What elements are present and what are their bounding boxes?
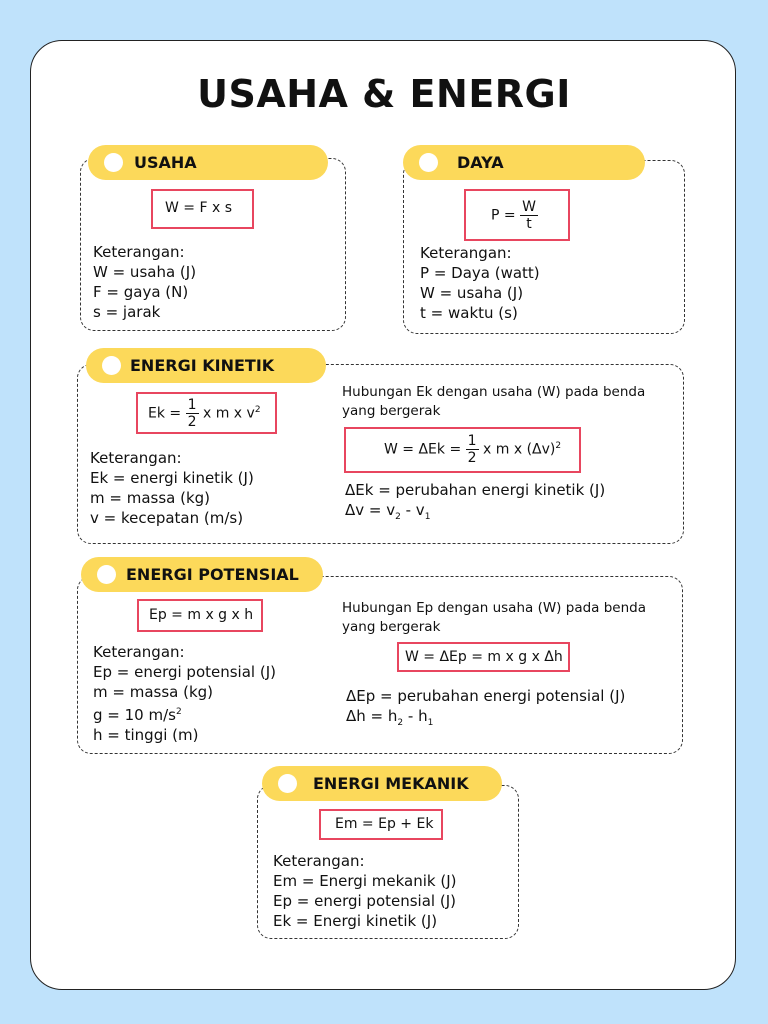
potensial-keterangan: Keterangan: Ep = energi potensial (J) m = massa (kg) g = 10 $m/s^2$ h = tinggi (m) [93, 643, 276, 744]
potensial-formula: Ep = m x g x h [137, 599, 263, 632]
bullet-icon [419, 153, 438, 172]
potensial-relation-formula: W = ΔEp = m x g x Δh [397, 642, 570, 672]
mekanik-formula: Em = Ep + Ek [319, 809, 443, 840]
kinetik-heading: ENERGI KINETIK [86, 348, 326, 383]
usaha-keterangan: Keterangan: W = usaha (J) F = gaya (N) s = jarak [93, 243, 197, 321]
bullet-icon [97, 565, 116, 584]
kinetik-notes: ΔEk = perubahan energi kinetik (J) $\Delta v = v_2 - v_1$ [345, 481, 606, 522]
kinetik-relation: Hubungan Ek dengan usaha (W) pada benda yang bergerak [342, 384, 646, 419]
potensial-notes: ΔEp = perubahan energi potensial (J) $\Delta h = h_2 - h_1$ [346, 687, 626, 728]
page-title: USAHA & ENERGI [197, 72, 571, 116]
bullet-icon [102, 356, 121, 375]
kinetik-formula: Ek = $\frac{1}{2}$ x m x $v^2$ [136, 392, 277, 434]
daya-formula: P = $\frac{W}{t}$ [464, 189, 570, 241]
daya-keterangan: Keterangan: P = Daya (watt) W = usaha (J) t = waktu (s) [420, 244, 540, 322]
potensial-relation: Hubungan Ep dengan usaha (W) pada benda yang bergerak [342, 600, 646, 635]
mekanik-keterangan: Keterangan: Em = Energi mekanik (J) Ep = energi potensial (J) Ek = Energi kinetik (J) [273, 852, 457, 930]
usaha-heading: USAHA [88, 145, 328, 180]
kinetik-relation-formula: W = ΔEk = $\frac{1}{2}$ x m x $(\Delta v)^2$ [344, 427, 581, 473]
mekanik-heading: ENERGI MEKANIK [262, 766, 502, 801]
kinetik-keterangan: Keterangan: Ek = energi kinetik (J) m = massa (kg) v = kecepatan (m/s) [90, 449, 254, 527]
bullet-icon [104, 153, 123, 172]
potensial-heading: ENERGI POTENSIAL [81, 557, 323, 592]
usaha-formula: W = F x s [151, 189, 254, 229]
daya-heading: DAYA [403, 145, 645, 180]
bullet-icon [278, 774, 297, 793]
